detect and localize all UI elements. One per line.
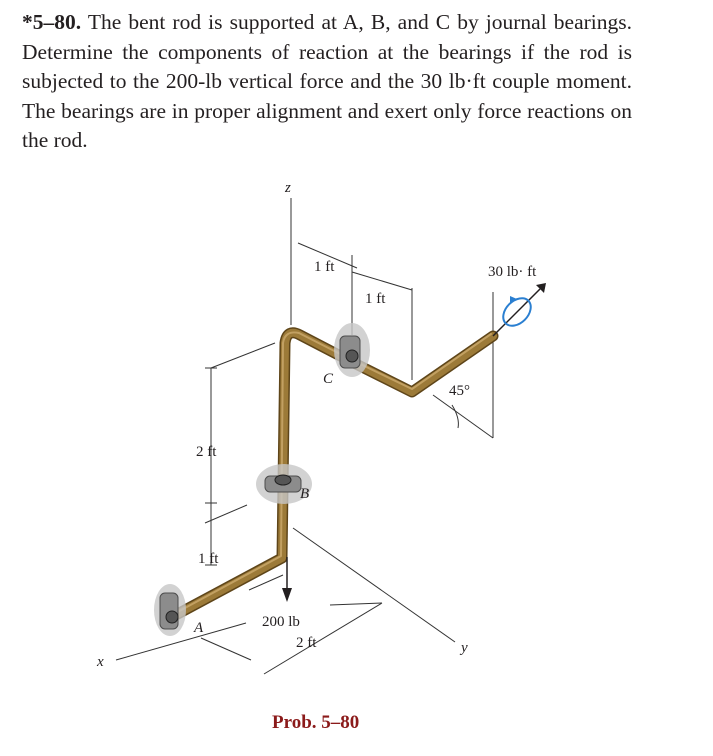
- bearing-a: [154, 584, 186, 636]
- point-c-label: C: [323, 371, 334, 387]
- force-label: 200 lb: [262, 614, 300, 630]
- dimension-vertical-upper: 2 ft: [196, 444, 217, 460]
- angle-arc: [452, 405, 458, 428]
- couple-moment-label: 30 lb· ft: [488, 264, 537, 280]
- point-b-label: B: [300, 486, 310, 502]
- problem-text: The bent rod is supported at A, B, and C by journal bearings. Determine the components of reaction at the bearings if the rod is subjected to the 200-lb vertical force and the 30 lb·ft couple moment. The bearings are in proper alignment and exert only force reactions on the rod.: [22, 10, 632, 152]
- dimension-top-right: 1 ft: [365, 291, 386, 307]
- dimension-vertical-lower: 1 ft: [198, 551, 219, 567]
- dimension-top-left: 1 ft: [314, 259, 335, 275]
- construction-line: [211, 343, 275, 368]
- y-axis: [293, 528, 455, 642]
- point-a-label: A: [194, 620, 204, 636]
- problem-number: *5–80.: [22, 10, 82, 34]
- construction-line: [330, 603, 382, 605]
- couple-moment-arrow: [493, 283, 546, 336]
- force-arrow: [282, 557, 292, 602]
- dimension-line-top-right: [352, 272, 412, 290]
- construction-line: [433, 395, 493, 438]
- x-axis-label: x: [97, 654, 104, 670]
- y-axis-label: y: [461, 640, 468, 656]
- dimension-bottom: 2 ft: [296, 635, 317, 651]
- z-axis-label: z: [285, 180, 291, 196]
- figure-caption: Prob. 5–80: [272, 712, 360, 733]
- angle-label: 45°: [449, 383, 470, 399]
- construction-line: [201, 638, 251, 660]
- bearing-c: [334, 323, 370, 377]
